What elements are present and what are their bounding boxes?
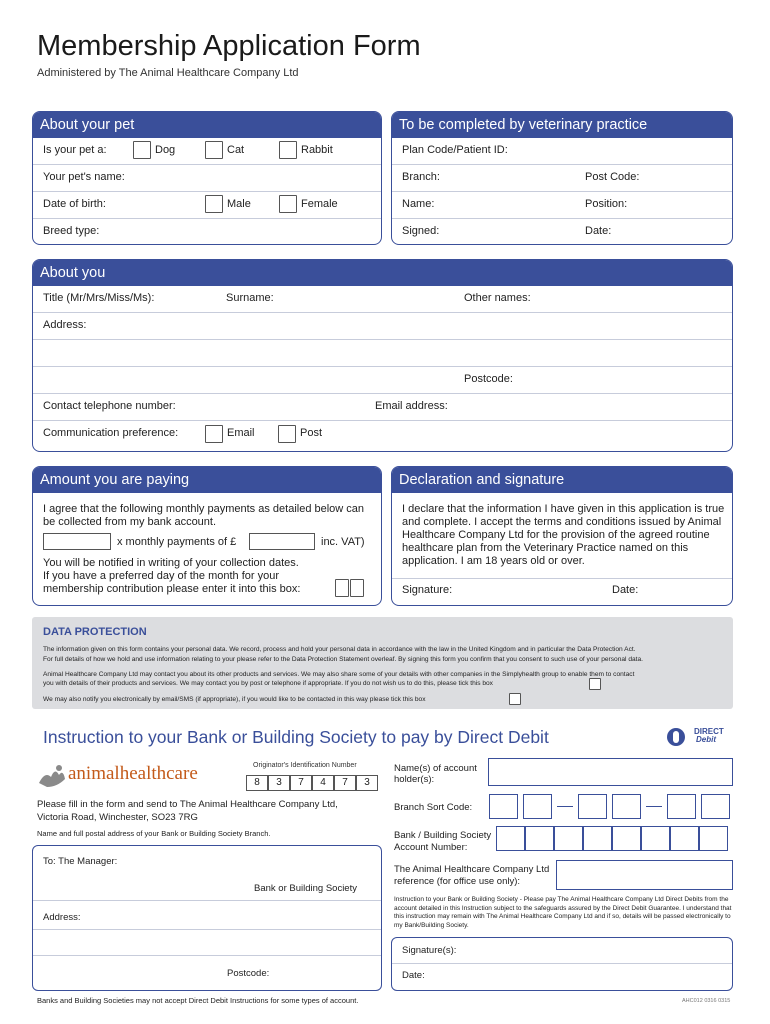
declaration-signature-label: Signature:	[402, 584, 453, 596]
direct-debit-logo	[666, 727, 736, 747]
dp-line-4: you with details of their products and services. We may contact you by post or telephone if appropriate. If you do not wish us to do this, please tick this box	[43, 680, 493, 687]
comm-email-checkbox[interactable]	[205, 425, 223, 443]
sort-code-dash	[557, 806, 573, 807]
data-protection-heading: DATA PROTECTION	[43, 626, 147, 638]
branch-label: Branch:	[402, 171, 440, 183]
pet-type-label: Is your pet a:	[43, 144, 107, 156]
payments-count-input[interactable]	[43, 533, 111, 550]
dp-line-2: For full details of how we hold and use information relating to your please refer to the Data Protection Statement overleaf. By signing this form you confirm that you consent to such use of your personal data.	[43, 656, 643, 663]
page-title: Membership Application Form	[37, 30, 421, 62]
sort-code-digit[interactable]	[489, 794, 518, 819]
account-number-digit[interactable]	[612, 826, 641, 851]
originator-label: Originator's Identification Number	[253, 762, 357, 769]
comm-post-label: Post	[300, 427, 323, 439]
to-manager-label: To: The Manager:	[43, 856, 118, 867]
sort-code-label: Branch Sort Code:	[394, 802, 473, 813]
vet-position-label: Position:	[585, 198, 628, 210]
dd-signatures-label: Signature(s):	[402, 945, 457, 956]
pet-type-row	[33, 138, 381, 165]
preferred-day-digit-1[interactable]	[335, 579, 349, 597]
vet-post-code-label: Post Code:	[585, 171, 640, 183]
page-subtitle: Administered by The Animal Healthcare Company Ltd	[37, 67, 299, 79]
vet-date-label: Date:	[585, 225, 612, 237]
declaration-panel	[391, 466, 733, 606]
comm-email-label: Email	[227, 427, 255, 439]
amount-agree-text: I agree that the following monthly payments as detailed below can be collected from my bank account.	[43, 503, 365, 528]
account-number-digit[interactable]	[583, 826, 612, 851]
female-label: Female	[301, 198, 338, 210]
amount-heading: Amount you are paying	[33, 467, 381, 493]
title-label: Title (Mr/Mrs/Miss/Ms):	[43, 292, 155, 304]
originator-digit: 7	[290, 775, 312, 791]
account-number-digit[interactable]	[699, 826, 728, 851]
sort-code-digit[interactable]	[578, 794, 607, 819]
sort-code-digit[interactable]	[612, 794, 641, 819]
vet-practice-heading: To be completed by veterinary practice	[392, 112, 732, 138]
dog-label: Dog	[155, 144, 176, 156]
pet-breed-label: Breed type:	[43, 225, 100, 237]
notified-text-3: membership contribution please enter it into this box:	[43, 583, 301, 595]
preferred-day-digit-2[interactable]	[350, 579, 364, 597]
dp-line-5: We may also notify you electronically by email/SMS (if appropriate), if you would like to be contacted in this way please tick this box	[43, 696, 426, 703]
account-number-input[interactable]	[496, 826, 733, 854]
reference-input[interactable]	[556, 860, 733, 890]
comm-pref-row	[33, 421, 732, 451]
account-number-label-2: Account Number:	[394, 842, 468, 853]
pet-dob-label: Date of birth:	[43, 198, 106, 210]
male-checkbox[interactable]	[205, 195, 223, 213]
dd-logo-text-2: Debit	[696, 735, 716, 744]
cat-checkbox[interactable]	[205, 141, 223, 159]
account-number-digit[interactable]	[554, 826, 583, 851]
bank-or-bs-label: Bank or Building Society	[254, 883, 357, 894]
sort-code-digit[interactable]	[523, 794, 552, 819]
notified-text-2: If you have a preferred day of the month for your	[43, 570, 280, 582]
about-you-heading: About you	[33, 260, 732, 286]
pet-breed-row[interactable]	[33, 219, 381, 245]
email-label: Email address:	[375, 400, 448, 412]
reference-label-2: reference (for office use only):	[394, 876, 521, 887]
notified-text-1: You will be notified in writing of your collection dates.	[43, 557, 299, 569]
dp-line-3: Animal Healthcare Company Ltd may contact you about its other products and services. We may also share some of your details with other companies in the Simplyhealth group to enable them to contact	[43, 671, 635, 678]
about-you-panel	[32, 259, 733, 452]
declaration-heading: Declaration and signature	[392, 467, 732, 493]
dd-date-label: Date:	[402, 970, 425, 981]
branch-row[interactable]	[392, 165, 732, 192]
account-holders-label-1: Name(s) of account	[394, 763, 477, 774]
account-number-digit[interactable]	[496, 826, 525, 851]
account-number-label-1: Bank / Building Society	[394, 830, 492, 841]
originator-digit: 3	[356, 775, 378, 791]
animal-healthcare-logo	[37, 763, 67, 794]
dp-opt-out-checkbox[interactable]	[589, 678, 601, 690]
originator-digits	[246, 775, 378, 791]
address-row[interactable]	[33, 313, 732, 340]
rabbit-label: Rabbit	[301, 144, 333, 156]
account-number-digit[interactable]	[525, 826, 554, 851]
footer-code: AHC012 0316 0315	[682, 998, 731, 1004]
payment-amount-input[interactable]	[249, 533, 315, 550]
comm-post-checkbox[interactable]	[278, 425, 296, 443]
vet-name-row[interactable]	[392, 192, 732, 219]
pet-dob-row[interactable]	[33, 192, 381, 219]
paw-hand-icon	[37, 763, 67, 789]
cat-label: Cat	[227, 144, 245, 156]
monthly-payments-label: x monthly payments of £	[117, 536, 237, 548]
reference-label-1: The Animal Healthcare Company Ltd	[394, 864, 550, 875]
bank-address-label: Address:	[43, 912, 81, 923]
vet-signed-label: Signed:	[402, 225, 440, 237]
contact-row[interactable]	[33, 394, 732, 421]
originator-digit: 7	[334, 775, 356, 791]
account-holders-input[interactable]	[488, 758, 733, 786]
declaration-divider	[392, 578, 732, 579]
dd-signature-line[interactable]	[392, 963, 732, 964]
originator-digit: 8	[246, 775, 268, 791]
about-pet-heading: About your pet	[33, 112, 381, 138]
sort-code-digit[interactable]	[701, 794, 730, 819]
comm-pref-label: Communication preference:	[43, 427, 179, 439]
postcode-row[interactable]	[33, 367, 732, 394]
address-label: Address:	[43, 319, 87, 331]
bank-postcode-label: Postcode:	[227, 968, 270, 979]
address-line-2[interactable]	[33, 340, 732, 367]
originator-digit: 4	[312, 775, 334, 791]
bank-address-line-2[interactable]	[33, 955, 381, 956]
dd-signature-box	[391, 937, 733, 991]
account-number-digit[interactable]	[670, 826, 699, 851]
send-to-line-1: Please fill in the form and send to The Animal Healthcare Company Ltd,	[37, 799, 338, 810]
other-names-label: Other names:	[464, 292, 531, 304]
plan-code-row[interactable]	[392, 138, 732, 165]
male-label: Male	[227, 198, 251, 210]
bank-address-line-1[interactable]	[33, 929, 381, 930]
dp-line-1: The information given on this form contains your personal data. We record, process and hold your personal data in accordance with the law in the United Kingdom and in particular the Data Protection Act.	[43, 646, 636, 653]
dd-instruction-text: Instruction to your Bank or Building Society - Please pay The Animal Healthcare Company Ltd Direct Debits from the account detailed in this Instruction subject to the safeguards assured by the Direct Debit Guarantee. I understand that this instruction may remain with The Animal Healthcare Company Ltd and if so, details will be passed electronically to my Bank/Building Society.	[394, 896, 732, 929]
vet-name-label: Name:	[402, 198, 435, 210]
female-checkbox[interactable]	[279, 195, 297, 213]
footer-note: Banks and Building Societies may not accept Direct Debit Instructions for some types of account.	[37, 996, 359, 1005]
pet-name-row[interactable]	[33, 165, 381, 192]
name-row[interactable]	[33, 286, 732, 313]
sort-code-dash	[646, 806, 662, 807]
declaration-text: I declare that the information I have given in this application is true and complete. I accept the terms and conditions issued by Animal Healthcare Company Ltd for the provision of the agreed routine healthcare plan from the Veterinary Practice named on this application. I am 18 years old or over.	[402, 503, 725, 567]
vet-practice-panel	[391, 111, 733, 245]
bank-name-line[interactable]	[33, 900, 381, 901]
dog-checkbox[interactable]	[133, 141, 151, 159]
dp-electronic-checkbox[interactable]	[509, 693, 521, 705]
about-pet-panel	[32, 111, 382, 245]
vet-signed-row[interactable]	[392, 219, 732, 245]
direct-debit-heading: Instruction to your Bank or Building Society to pay by Direct Debit	[43, 727, 549, 747]
bank-address-box	[32, 845, 382, 991]
account-number-digit[interactable]	[641, 826, 670, 851]
amount-panel	[32, 466, 382, 606]
surname-label: Surname:	[226, 292, 274, 304]
account-holders-label-2: holder(s):	[394, 774, 435, 785]
vat-label: inc. VAT)	[321, 536, 365, 548]
plan-code-label: Plan Code/Patient ID:	[402, 144, 508, 156]
rabbit-checkbox[interactable]	[279, 141, 297, 159]
declaration-date-label: Date:	[612, 584, 639, 596]
postcode-label: Postcode:	[464, 373, 513, 385]
originator-digit: 3	[268, 775, 290, 791]
sort-code-digit[interactable]	[667, 794, 696, 819]
send-to-line-2: Victoria Road, Winchester, SO23 7RG	[37, 812, 198, 823]
pet-name-label: Your pet's name:	[43, 171, 125, 183]
brand-name: animalhealthcare	[68, 763, 198, 784]
branch-address-note: Name and full postal address of your Bank or Building Society Branch.	[37, 829, 271, 838]
phone-label: Contact telephone number:	[43, 400, 176, 412]
dd-logo-text-1: DIRECT	[694, 727, 724, 736]
